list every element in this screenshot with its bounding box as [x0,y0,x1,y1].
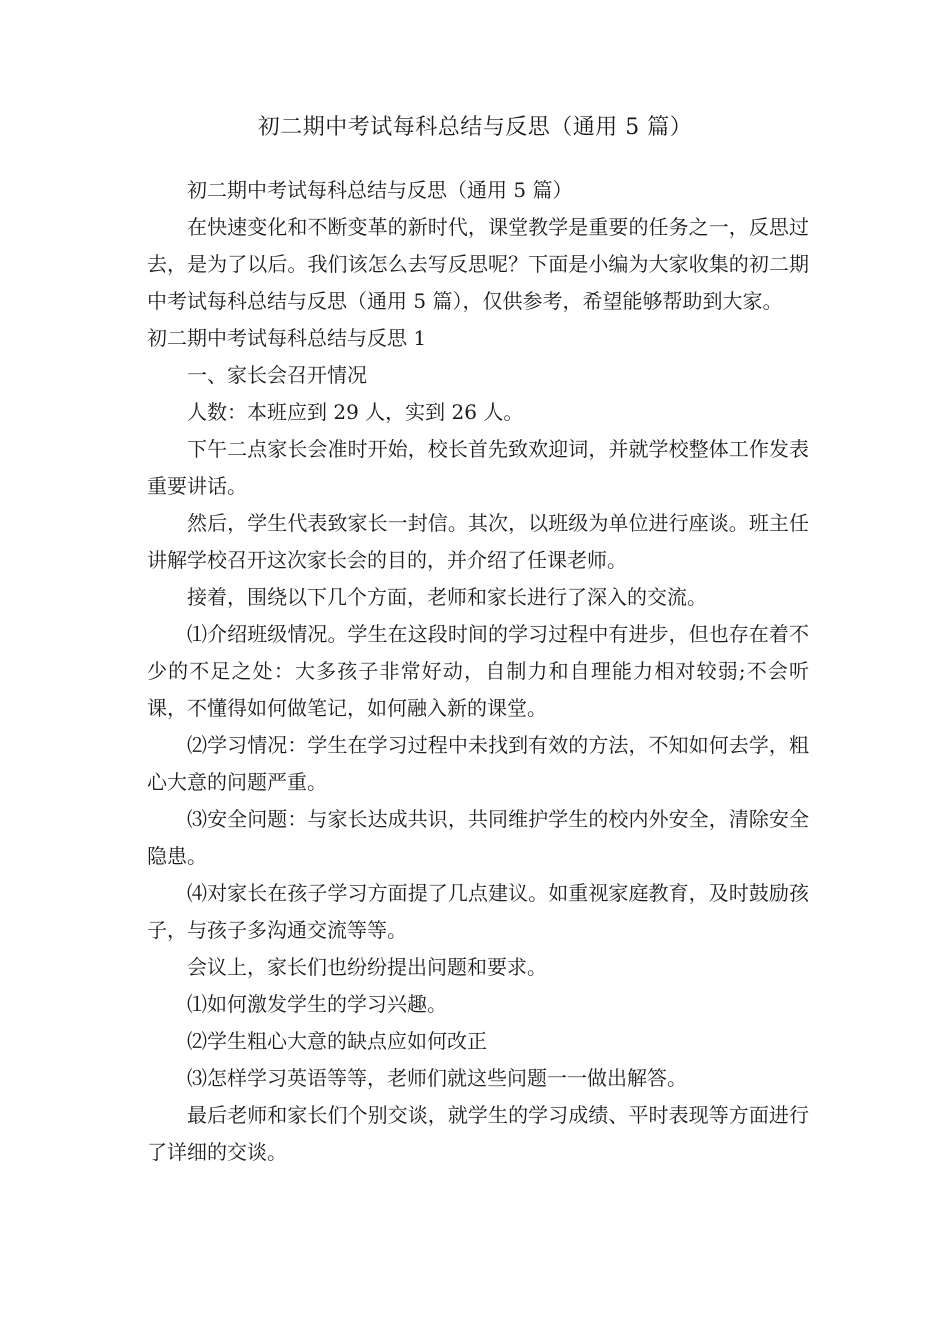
subsection-heading: 一、家长会召开情况 [187,363,367,387]
document-body [147,172,809,1171]
paragraph: 接着，围绕以下几个方面，老师和家长进行了深入的交流。 [187,585,707,609]
document-title: 初二期中考试每科总结与反思（通用 5 篇） [257,115,693,140]
list-item: ⑵学习情况：学生在学习过程中未找到有效的方法，不知如何去学，粗心大意的问题严重。 [147,733,809,794]
section-heading: 初二期中考试每科总结与反思 1 [147,326,427,350]
list-item: ⑵学生粗心大意的缺点应如何改正 [187,1029,487,1053]
paragraph: 会议上，家长们也纷纷提出问题和要求。 [187,955,547,979]
list-item: ⑶安全问题：与家长达成共识，共同维护学生的校内外安全，清除安全隐患。 [147,807,809,868]
list-item: ⑴介绍班级情况。学生在这段时间的学习过程中有进步，但也存在着不少的不足之处：大多孩子非常好动，自制力和自理能力相对较弱;不会听课，不懂得如何做笔记，如何融入新的课堂。 [147,622,809,720]
paragraph-attendance: 人数：本班应到 29 人，实到 26 人。 [187,400,524,424]
paragraph-subtitle: 初二期中考试每科总结与反思（通用 5 篇） [187,178,573,202]
paragraph-intro: 在快速变化和不断变革的新时代，课堂教学是重要的任务之一，反思过去，是为了以后。我们该怎么去写反思呢？下面是小编为大家收集的初二期中考试每科总结与反思（通用 5 篇），仅供参考，希望能够帮助到大家。 [147,215,809,313]
paragraph-closing: 最后老师和家长们个别交谈，就学生的学习成绩、平时表现等方面进行了详细的交谈。 [147,1103,809,1164]
list-item: ⑴如何激发学生的学习兴趣。 [187,992,447,1016]
list-item: ⑶怎样学习英语等等，老师们就这些问题一一做出解答。 [187,1066,687,1090]
list-item: ⑷对家长在孩子学习方面提了几点建议。如重视家庭教育，及时鼓励孩子，与孩子多沟通交流等等。 [147,881,809,942]
paragraph: 下午二点家长会准时开始，校长首先致欢迎词，并就学校整体工作发表重要讲话。 [147,437,809,498]
paragraph: 然后，学生代表致家长一封信。其次，以班级为单位进行座谈。班主任讲解学校召开这次家长会的目的，并介绍了任课老师。 [147,511,809,572]
